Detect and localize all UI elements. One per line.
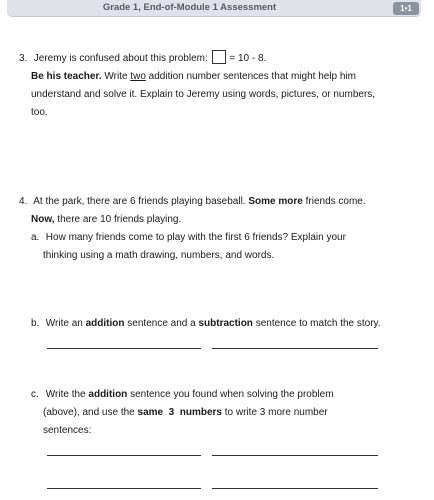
question-4: [19, 193, 409, 265]
part-c-bold-same-3-numbers: same 3 numbers: [137, 407, 222, 418]
q3-line-1: [19, 50, 409, 68]
part-b-text-1: Write an: [45, 318, 83, 329]
q4a-line-2: thinking using a math drawing, numbers, and words.: [43, 250, 275, 261]
part-c-text-2: sentence you found when solving the problem: [130, 389, 334, 400]
q3-instruction-rest: addition number sentences that might help him: [148, 71, 356, 82]
q4-bold-some-more: Some more: [248, 196, 303, 207]
q3-text-a: Jeremy is confused about this problem:: [33, 53, 208, 64]
q4a-text-1: How many friends come to play with the first 6 friends? Explain your: [45, 232, 346, 243]
q4-line-1: [19, 193, 409, 211]
part-c-line-1: [31, 386, 411, 404]
part-c-text-4: to write 3 more number: [224, 407, 328, 418]
q3-line-3: understand and solve it. Explain to Jeremy using words, pictures, or numbers,: [31, 89, 376, 100]
part-c-line-2: [31, 404, 411, 422]
part-b-bold-addition: addition: [85, 318, 125, 329]
q3-number: 3.: [19, 53, 28, 64]
q4-number: 4.: [19, 196, 28, 207]
answer-line-b1[interactable]: [47, 348, 201, 349]
answer-line-c1[interactable]: [47, 455, 201, 456]
q3-line-4: too.: [31, 107, 48, 118]
q4-text-b: friends come.: [305, 196, 366, 207]
part-b-text-3: sentence to match the story.: [255, 318, 381, 329]
part-c-label: c.: [31, 389, 39, 400]
part-b-text-2: sentence and a: [127, 318, 196, 329]
q4-line-2: [19, 211, 409, 229]
q3-text-b: = 10 - 8.: [229, 53, 267, 64]
q3-write: Write: [104, 71, 128, 82]
q3-underlined-two: two: [130, 71, 146, 82]
answer-line-c4[interactable]: [212, 488, 378, 489]
part-b-bold-subtraction: subtraction: [198, 318, 253, 329]
module-badge: 1•1: [393, 2, 419, 15]
answer-line-c2[interactable]: [212, 455, 378, 456]
answer-box[interactable]: [212, 50, 226, 64]
part-b-label: b.: [31, 318, 40, 329]
part-c-text-3: (above), and use the: [43, 407, 135, 418]
answer-line-b2[interactable]: [212, 348, 378, 349]
q4-bold-now: Now,: [31, 214, 55, 225]
assessment-header: [7, 0, 421, 17]
q4-text-a: At the park, there are 6 friends playing baseball.: [33, 196, 246, 207]
q4-text-c: there are 10 friends playing.: [57, 214, 182, 225]
part-c: [31, 386, 411, 440]
question-3: [19, 50, 409, 122]
part-c-bold-addition: addition: [88, 389, 128, 400]
q4a-label: a.: [31, 232, 40, 243]
answer-line-c3[interactable]: [47, 488, 201, 489]
q4a-line-1: [19, 229, 409, 247]
header-title: Grade 1, End-of-Module 1 Assessment: [102, 2, 277, 13]
q3-bold-instruction: Be his teacher.: [31, 71, 102, 82]
q3-line-2: [19, 68, 409, 86]
part-c-text-1: Write the: [45, 389, 86, 400]
part-b: [31, 315, 411, 333]
part-c-line-3: sentences:: [43, 425, 92, 436]
